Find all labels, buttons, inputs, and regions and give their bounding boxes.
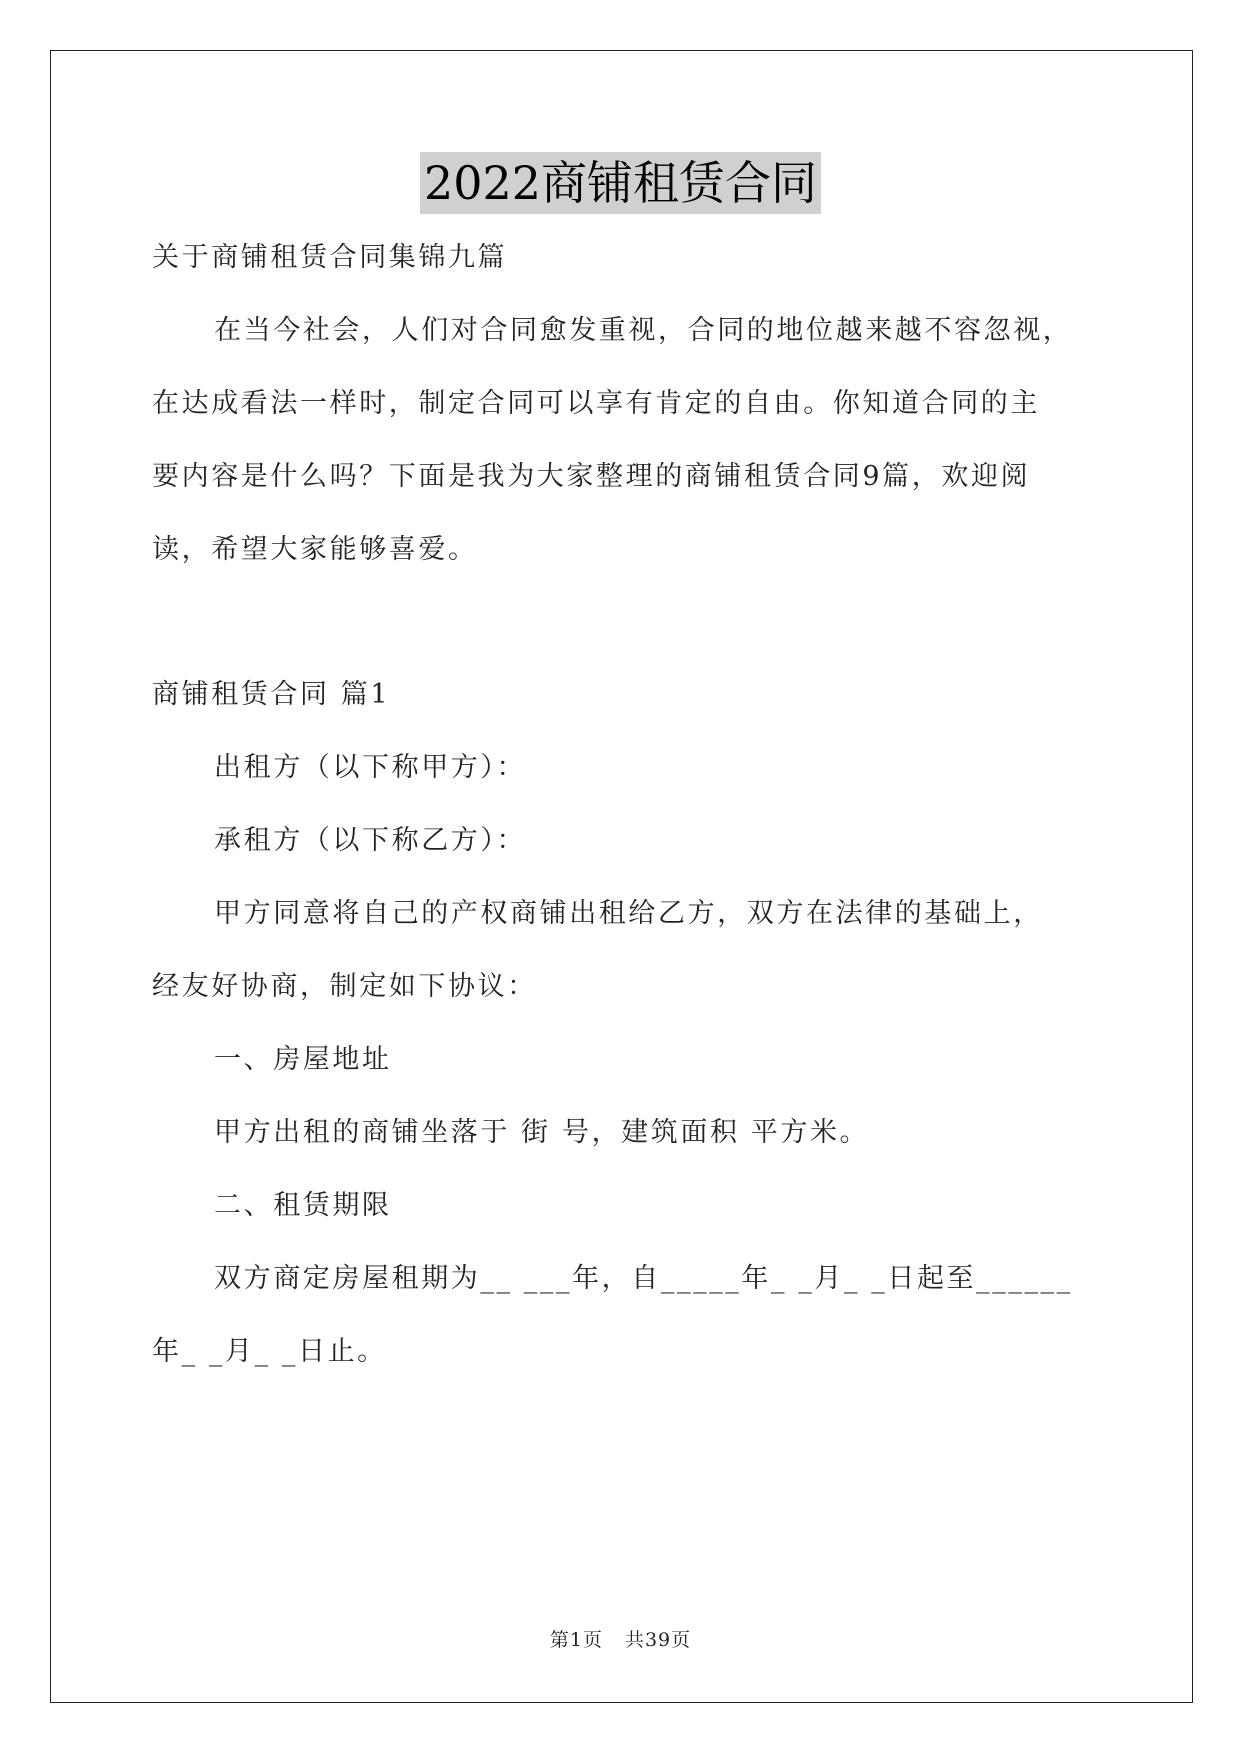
document-subtitle: 关于商铺租赁合同集锦九篇	[152, 242, 508, 273]
lessee-line: 承租方（以下称乙方）：	[214, 825, 527, 856]
title-container	[0, 152, 1241, 214]
intro-line-2: 在达成看法一样时，制定合同可以享有肯定的自由。你知道合同的主	[152, 388, 1040, 419]
page-total: 共39页	[624, 1629, 692, 1651]
clause-1-text: 甲方出租的商铺坐落于 街 号，建筑面积 平方米。	[214, 1117, 870, 1148]
agreement-line-2: 经友好协商，制定如下协议：	[152, 971, 537, 1002]
clause-2-heading: 二、租赁期限	[214, 1190, 392, 1221]
intro-line-1: 在当今社会，人们对合同愈发重视，合同的地位越来越不容忽视，	[214, 315, 1073, 346]
page-footer	[0, 1627, 1241, 1653]
document-title: 2022商铺租赁合同	[420, 152, 821, 214]
page-border	[50, 50, 1193, 1703]
section-heading: 商铺租赁合同 篇1	[152, 679, 391, 710]
clause-2-text-line-2: 年_ _月_ _日止。	[152, 1336, 387, 1367]
agreement-line-1: 甲方同意将自己的产权商铺出租给乙方，双方在法律的基础上，	[214, 898, 1043, 929]
intro-line-3: 要内容是什么吗？下面是我为大家整理的商铺租赁合同9篇，欢迎阅	[152, 461, 1031, 492]
clause-2-text-line-1: 双方商定房屋租期为__ ___年，自_____年_ _月_ _日起至______	[214, 1263, 1073, 1294]
intro-line-4: 读，希望大家能够喜爱。	[152, 534, 478, 565]
page-number: 第1页	[549, 1629, 603, 1651]
clause-1-heading: 一、房屋地址	[214, 1044, 392, 1075]
lessor-line: 出租方（以下称甲方）：	[214, 752, 527, 783]
